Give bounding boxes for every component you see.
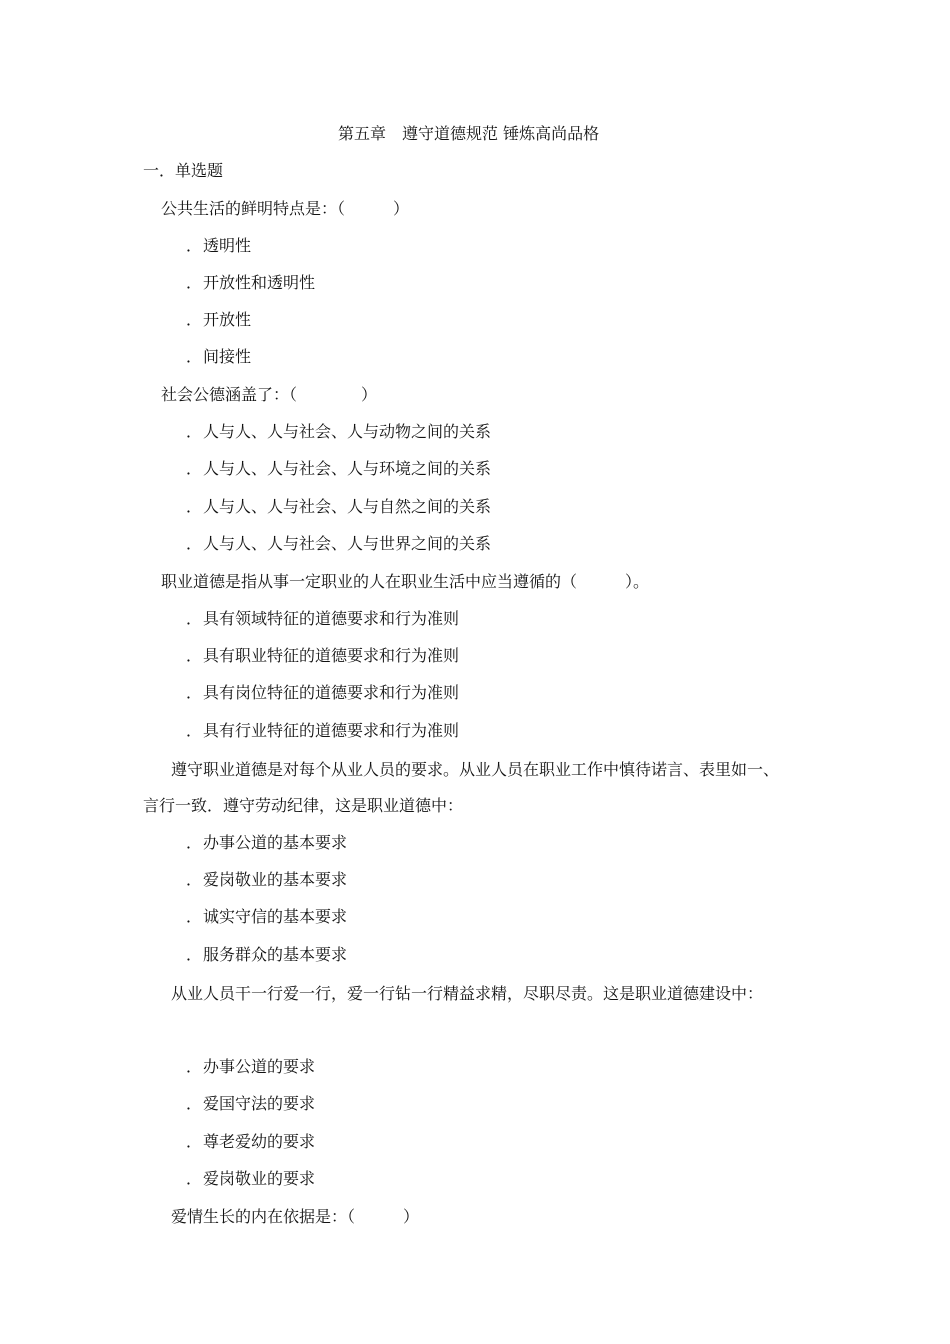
question-4-stem-line-1: 遵守职业道德是对每个从业人员的要求。从业人员在职业工作中慎待诺言、表里如一、 [171, 760, 780, 779]
question-1-stem: 公共生活的鲜明特点是：（ ） [161, 199, 410, 218]
question-1-option-c: ．开放性 [186, 310, 252, 329]
question-3-option-c: ．具有岗位特征的道德要求和行为准则 [186, 683, 460, 702]
question-2-option-b: ．人与人、人与社会、人与环境之间的关系 [186, 459, 492, 478]
question-3-stem: 职业道德是指从事一定职业的人在职业生活中应当遵循的（ ）。 [161, 572, 650, 591]
question-4-option-d: ．服务群众的基本要求 [186, 945, 348, 964]
page-title: 第五章 遵守道德规范 锤炼高尚品格 [338, 124, 600, 143]
question-4-option-b: ．爱岗敬业的基本要求 [186, 870, 348, 889]
question-4-option-c: ．诚实守信的基本要求 [186, 907, 348, 926]
question-2-option-d: ．人与人、人与社会、人与世界之间的关系 [186, 534, 492, 553]
question-5-option-d: ．爱岗敬业的要求 [186, 1169, 316, 1188]
question-5-option-c: ．尊老爱幼的要求 [186, 1132, 316, 1151]
question-1-option-d: ．间接性 [186, 347, 252, 366]
question-2-option-a: ．人与人、人与社会、人与动物之间的关系 [186, 422, 492, 441]
section-heading: 一．单选题 [143, 161, 224, 180]
question-4-option-a: ．办事公道的基本要求 [186, 833, 348, 852]
question-3-option-d: ．具有行业特征的道德要求和行为准则 [186, 721, 460, 740]
question-2-option-c: ．人与人、人与社会、人与自然之间的关系 [186, 497, 492, 516]
question-3-option-b: ．具有职业特征的道德要求和行为准则 [186, 646, 460, 665]
question-3-option-a: ．具有领域特征的道德要求和行为准则 [186, 609, 460, 628]
question-1-option-b: ．开放性和透明性 [186, 273, 316, 292]
question-6-stem: 爱情生长的内在依据是：（ ） [171, 1207, 420, 1226]
question-5-option-b: ．爱国守法的要求 [186, 1094, 316, 1113]
question-5-option-a: ．办事公道的要求 [186, 1057, 316, 1076]
question-2-stem: 社会公德涵盖了：（ ） [161, 385, 378, 404]
question-5-stem: 从业人员干一行爱一行，爱一行钻一行精益求精，尽职尽责。这是职业道德建设中： [171, 984, 764, 1003]
question-4-stem-line-2: 言行一致．遵守劳动纪律，这是职业道德中： [143, 796, 464, 815]
question-1-option-a: ．透明性 [186, 236, 252, 255]
